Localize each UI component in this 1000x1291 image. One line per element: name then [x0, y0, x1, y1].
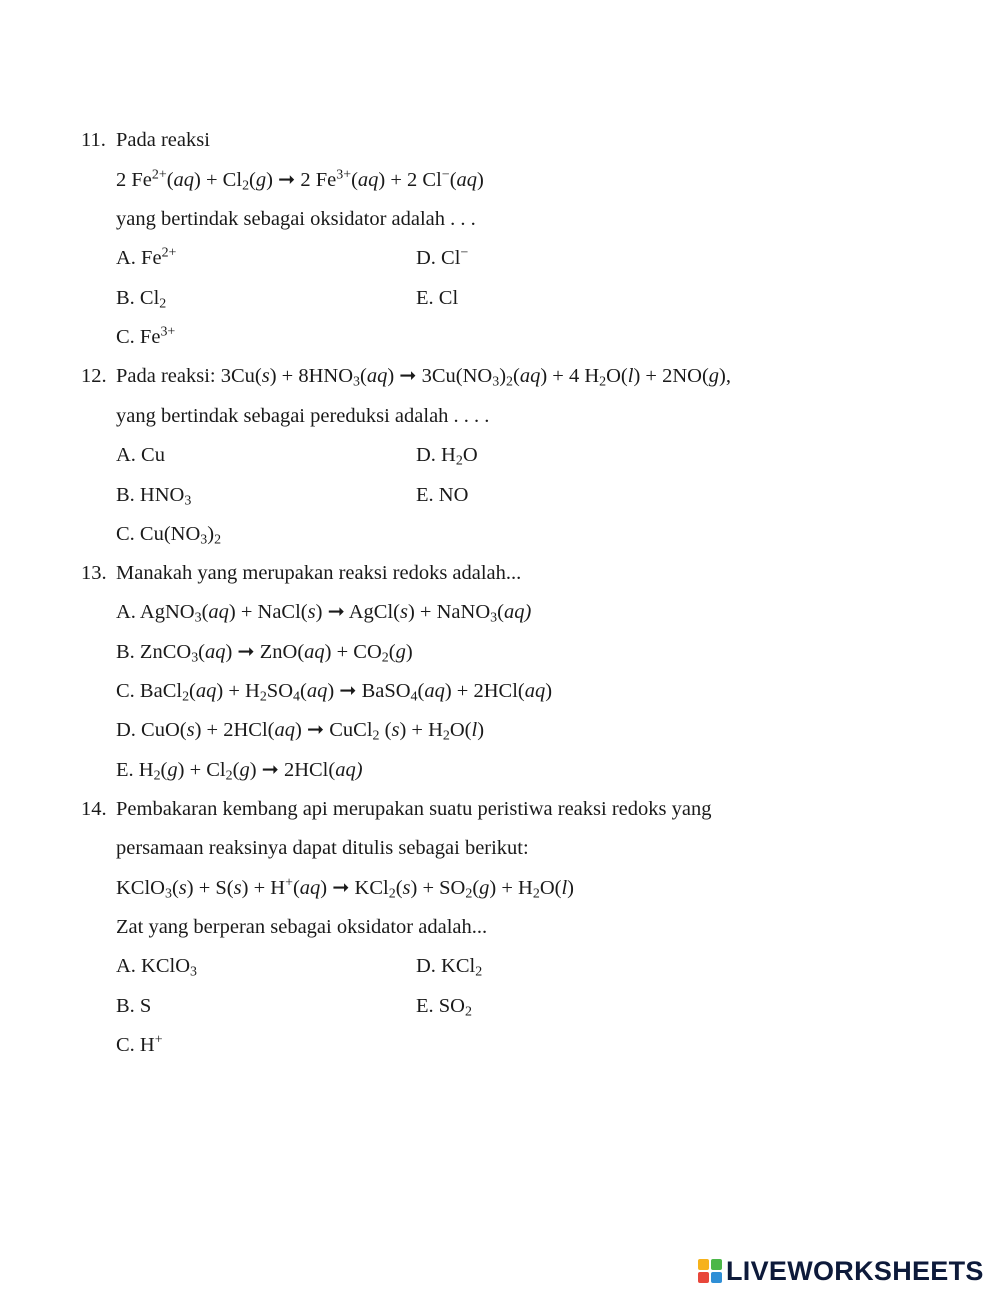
q11-option-a: A. $Fe^{2+}$: [116, 245, 177, 269]
logo-square-yellow: [698, 1259, 709, 1270]
q13-number: 13.: [81, 562, 107, 584]
q12-prompt: yang bertindak sebagai pereduksi adalah . . . .: [116, 405, 490, 427]
q14-option-b: B. S: [116, 995, 152, 1017]
liveworksheets-logo-icon: [698, 1259, 722, 1283]
q11-equation: 2 $Fe^{2+}(aq) + Cl_2(g)$ ➞ 2 $Fe^{3+}(aq) + 2$ Cl−(aq): [116, 167, 484, 194]
q14-equation: KClO$_3$(s) + S(s) + H+(aq) ➞ $KCl_2(s) + SO_2(g) + H_2O(l)$: [116, 875, 574, 902]
q14-stem-line2: persamaan reaksinya dapat ditulis sebagai berikut:: [116, 837, 529, 859]
logo-square-green: [711, 1259, 722, 1270]
q14-option-c: C. H+: [116, 1032, 163, 1056]
logo-square-blue: [711, 1272, 722, 1283]
q11-stem: Pada reaksi: [116, 129, 210, 151]
q13-option-a: A. AgNO$_3$(aq) + NaCl(s) ➞ AgCl(s) + NaNO$_3$(aq): [116, 601, 532, 626]
liveworksheets-logo: [698, 1256, 984, 1286]
q11-number: 11.: [81, 129, 106, 151]
q11-prompt: yang bertindak sebagai oksidator adalah . . .: [116, 208, 476, 230]
q11-option-c: C. $Fe^{3+}$: [116, 324, 176, 348]
q11-option-b: B. $Cl_2$: [116, 287, 167, 312]
liveworksheets-wordmark: LIVEWORKSHEETS: [726, 1255, 984, 1286]
q13-option-b: B. ZnCO$_3$(aq) ➞ $ZnO(aq) + CO_2(g)$: [116, 641, 413, 666]
q12-option-d: D. $H_2O$: [416, 444, 478, 469]
q11-option-d: D. Cl−: [416, 245, 469, 269]
q13-option-d: D. CuO(s) + 2HCl(aq) ➞ CuCl$_2$ $(s) + H_2O(l)$: [116, 719, 485, 744]
q12-option-e: E. NO: [416, 484, 469, 506]
q12-number: 12.: [81, 365, 107, 387]
logo-square-red: [698, 1272, 709, 1283]
q14-option-d: D. KCl$_2$: [416, 955, 483, 980]
q13-option-c: C. BaCl$_2$(aq) + $H_2SO_4(aq)$ ➞ BaSO$_4$(aq) + 2HCl(aq): [116, 680, 553, 705]
q11-option-e: E. Cl: [416, 287, 459, 309]
q14-option-a: A. KClO$_3$: [116, 955, 198, 980]
q14-number: 14.: [81, 798, 107, 820]
q14-option-e: E. $SO_2$: [416, 995, 472, 1020]
q12-stem: Pada reaksi: $3Cu(s) + 8HNO_3(aq)$ ➞ $3Cu(NO_3)_2(aq) + 4$ $H_2O(l) + 2NO(g)$,: [116, 365, 731, 390]
q13-option-e: E. $H_2(g) + Cl_2(g)$ ➞ 2HCl(aq): [116, 759, 363, 784]
q12-option-a: A. Cu: [116, 444, 165, 466]
q14-prompt: Zat yang berperan sebagai oksidator adalah...: [116, 916, 488, 938]
q14-stem-line1: Pembakaran kembang api merupakan suatu peristiwa reaksi redoks yang: [116, 798, 712, 820]
q13-stem: Manakah yang merupakan reaksi redoks adalah...: [116, 562, 522, 584]
q12-option-c: C. $Cu(NO_3)_2$: [116, 523, 222, 548]
q12-option-b: B. $HNO_3$: [116, 484, 192, 509]
